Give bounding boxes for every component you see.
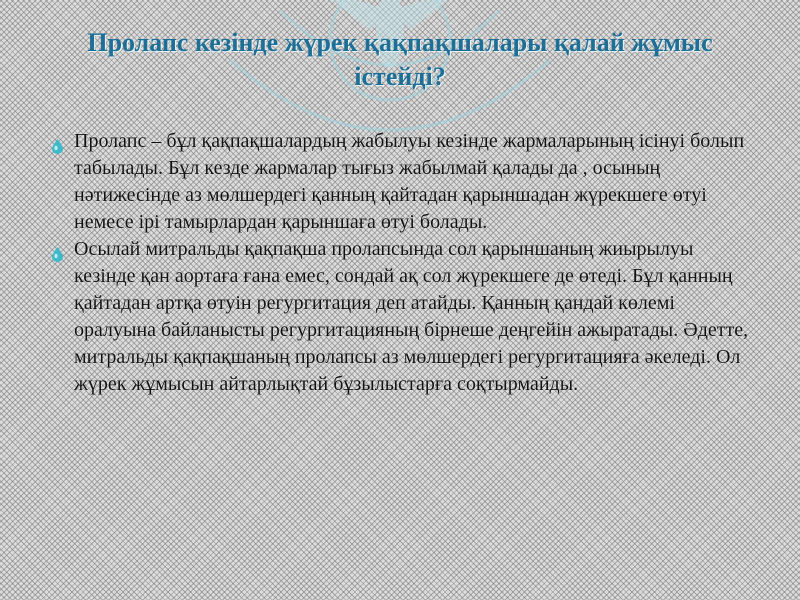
teardrop-bullet-icon bbox=[52, 139, 63, 154]
bullet-list bbox=[52, 128, 752, 398]
teardrop-bullet-icon bbox=[52, 247, 63, 262]
bullet-text: Пролапс – бұл қақпақшалардың жабылуы кезінде жармаларының ісінуі болып табылады. Бұл кезде жармалар тығыз жабылмай қалады да , осының нәтижесінде аз мөлшердегі қанның қайтадан қарыншадан жүрекшеге өтуі немесе ірі тамырлардан қарыншаға өтуі болады. bbox=[74, 130, 745, 233]
list-item bbox=[52, 236, 752, 398]
bullet-text: Осылай митральды қақпақша пролапсында сол қарыншаның жиырылуы кезінде қан аортаға ғана емес, сондай ақ сол жүрекшеге де өтеді. Бұл қанның қайтадан артқа өтуін регургитация деп атайды. Қанның қандай көлемі оралуына байланысты регургитацияның бірнеше деңгейін ажыратады. Әдетте, митральды қақпақшаның пролапсы аз мөлшердегі регургитацияға әкеледі. Ол жүрек жұмысын айтарлықтай бұзылыстарға соқтырмайды. bbox=[74, 238, 749, 395]
slide-title: Пролапс кезінде жүрек қақпақшалары қалай жұмыс істейді? bbox=[87, 28, 713, 91]
list-item bbox=[52, 128, 752, 236]
